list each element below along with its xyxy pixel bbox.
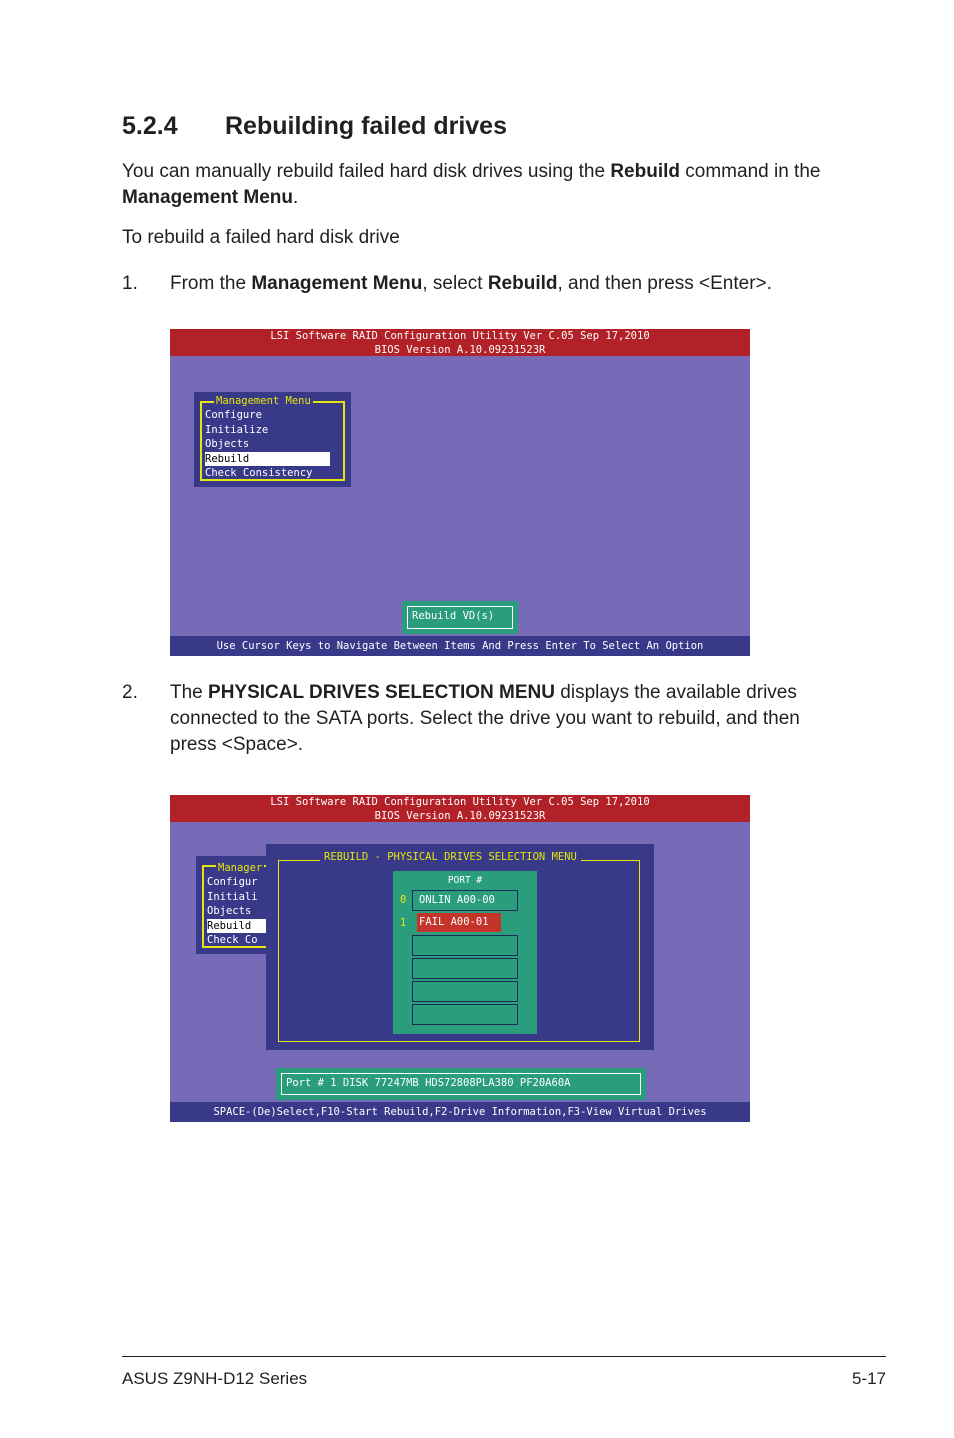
bios-footer-hint: SPACE-(De)Select,F10-Start Rebuild,F2-Drive Information,F3-View Virtual Drives	[170, 1102, 750, 1122]
footer-rule	[122, 1356, 886, 1357]
step-1-number: 1.	[122, 273, 138, 294]
port-row-empty	[412, 981, 518, 1002]
menu-item-rebuild[interactable]: Rebuild	[205, 452, 330, 467]
footer-product: ASUS Z9NH-D12 Series	[122, 1369, 308, 1388]
intro-text-end: .	[293, 187, 299, 208]
drive-info-text: Port # 1 DISK 77247MB HDS72808PLA380 PF20A60A	[281, 1073, 641, 1095]
footer-page-number: 5-17	[851, 1369, 886, 1388]
step-2-line-3: press <Space>.	[170, 734, 304, 755]
menu-item-configure[interactable]: Configure	[205, 409, 262, 421]
menu-item-objects[interactable]: Objects	[205, 438, 250, 450]
step-1-bold-rebuild: Rebuild	[487, 273, 558, 294]
status-box	[402, 601, 518, 634]
step-1-pre: From the	[170, 273, 252, 294]
rebuild-selection-window	[266, 844, 654, 1050]
intro-bold-menu: Management Menu	[122, 187, 294, 208]
bios-header	[170, 795, 750, 822]
management-menu-clipped	[196, 856, 276, 954]
step-1-mid: , select	[422, 273, 488, 294]
bios-header-version: BIOS Version A.10.09231523R	[374, 344, 546, 356]
bios-header-title: LSI Software RAID Configuration Utility Ver C.05 Sep 17,2010	[270, 796, 650, 808]
port-row-empty	[412, 935, 518, 956]
step-2-line-1-post: displays the available drives	[555, 682, 797, 703]
bios-header-version: BIOS Version A.10.09231523R	[374, 810, 546, 822]
port-list-panel	[393, 871, 537, 1034]
subheading: To rebuild a failed hard disk drive	[122, 227, 400, 248]
menu-items	[205, 408, 330, 481]
port-header: PORT #	[447, 875, 483, 886]
step-1-bold-menu: Management Menu	[251, 273, 423, 294]
menu-item-check-consistency[interactable]: Check Consistency	[205, 467, 313, 479]
bios-header	[170, 329, 750, 356]
menu-items	[207, 875, 267, 948]
bios-header-title: LSI Software RAID Configuration Utility Ver C.05 Sep 17,2010	[270, 330, 650, 342]
menu-item-initialize[interactable]: Initialize	[205, 423, 269, 436]
section-heading	[122, 112, 507, 141]
menu-title: Management Menu	[216, 395, 311, 407]
management-menu	[194, 392, 351, 487]
step-2-number: 2.	[122, 682, 138, 703]
menu-item-configure[interactable]: Configur	[207, 876, 258, 888]
intro-text: You can manually rebuild failed hard disk drives using the	[122, 161, 611, 182]
port-1-status: FAIL A00-01	[417, 913, 501, 932]
menu-item-check-consistency[interactable]: Check Co	[207, 934, 258, 946]
step-2-pre: The	[170, 682, 209, 703]
bios-footer-hint: Use Cursor Keys to Navigate Between Items And Press Enter To Select An Option	[170, 636, 750, 656]
port-row-1[interactable]	[412, 912, 518, 933]
menu-item-objects[interactable]: Objects	[207, 905, 252, 917]
port-row-0[interactable]	[412, 890, 518, 911]
step-1-post: , and then press <Enter>.	[557, 273, 772, 294]
menu-item-rebuild[interactable]: Rebuild	[207, 919, 267, 934]
step-2-line-1	[170, 680, 860, 706]
intro-bold-rebuild: Rebuild	[610, 161, 680, 182]
step-1-text	[170, 271, 772, 297]
section-number: 5.2.4	[122, 112, 178, 140]
menu-item-initialize[interactable]: Initiali	[207, 890, 258, 903]
step-2-bold-menu: PHYSICAL DRIVES SELECTION MENU	[208, 682, 556, 703]
step-2-text	[170, 680, 860, 758]
port-row-empty	[412, 958, 518, 979]
menu-title-clipped: Manager	[218, 862, 263, 874]
port-0-status: ONLIN A00-00	[419, 894, 495, 906]
drive-info-box	[276, 1068, 646, 1100]
bios-screen-2	[170, 795, 750, 1122]
bios-screen-1	[170, 329, 750, 656]
intro-text-mid: command in the	[680, 161, 821, 182]
step-2-line-2: connected to the SATA ports. Select the drive you want to rebuild, and then	[170, 708, 800, 729]
port-row-empty	[412, 1004, 518, 1025]
port-1-number: 1	[400, 917, 407, 929]
section-title: Rebuilding failed drives	[225, 112, 507, 140]
intro-paragraph	[122, 159, 820, 211]
rebuild-window-title: REBUILD - PHYSICAL DRIVES SELECTION MENU	[320, 851, 581, 863]
status-text: Rebuild VD(s)	[407, 606, 513, 629]
port-0-number: 0	[400, 894, 407, 906]
